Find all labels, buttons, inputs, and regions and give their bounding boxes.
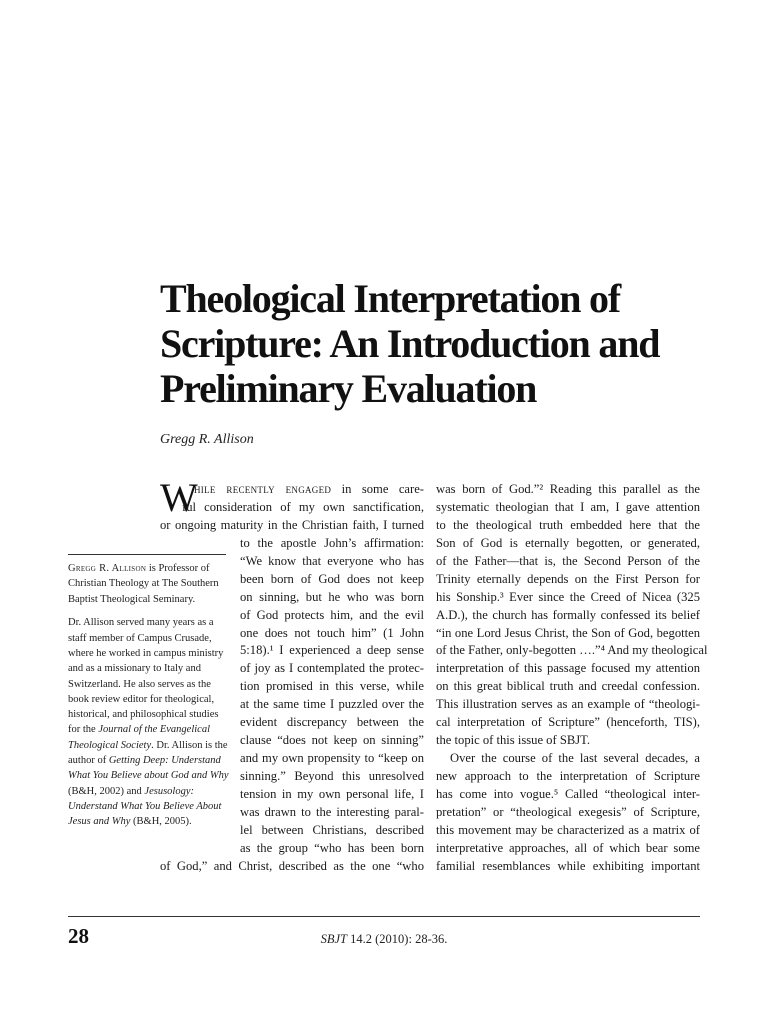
title-line: Preliminary Evaluation	[160, 366, 537, 411]
body-line: or ongoing maturity in the Christian faith, I turned	[160, 517, 424, 532]
bio-text: (B&H, 2005).	[130, 816, 192, 828]
page-number: 28	[68, 924, 89, 948]
body-line: A.D.), the church has formally confessed its belief	[436, 607, 700, 622]
bio-text: is Professor of Christian Theology at The Southern Baptist Theological Seminary.	[68, 563, 219, 605]
body-line: pretation” or “theological exegesis” of Scripture,	[436, 804, 700, 819]
bio-book-title: Jesusology: Understand What You Believe About Jesus and Why	[68, 785, 222, 828]
body-line: was born of God.”² Reading this parallel as the	[436, 482, 700, 496]
journal-abbr: SBJT	[320, 932, 348, 946]
body-line: lel between Christians, described	[240, 822, 424, 837]
body-line: of joy as I contemplated the protec-	[240, 661, 424, 676]
journal-citation	[0, 932, 768, 947]
body-line: of the Father—that is, the Second Person of the	[436, 553, 700, 568]
body-column-left	[160, 481, 424, 876]
citation-text: 14.2 (2010): 28-36.	[347, 932, 448, 946]
body-line: cal interpretation of Scripture” (henceforth, TIS),	[436, 715, 700, 730]
body-line: familial resemblances while exhibiting important	[436, 858, 700, 873]
drop-cap: W	[160, 475, 198, 520]
author-byline: Gregg R. Allison	[160, 432, 254, 447]
body-line: at the same time I puzzled over the	[240, 697, 424, 712]
body-line: of God,” and Christ, described as the one “who	[160, 858, 424, 873]
body-line: evident discrepancy between the	[240, 715, 424, 730]
body-line: on sinning, but he who was born	[240, 589, 424, 604]
body-column-right	[436, 481, 708, 876]
body-line: Son of God is eternally begotten, or generated,	[436, 535, 700, 550]
body-line: of God protects him, and the evil	[240, 607, 424, 622]
body-line: to the apostle John’s affirmation:	[240, 535, 424, 550]
body-line: “in one Lord Jesus Christ, the Son of God, begotten	[436, 625, 700, 640]
body-line: 5:18).¹ I experienced a deep sense	[240, 643, 424, 658]
body-line: was drawn to the interesting paral-	[240, 804, 424, 819]
body-line: systematic theologian that I am, I gave attention	[436, 499, 700, 514]
body-line: his Sonship.³ Ever since the Creed of Nicea (325	[436, 589, 700, 604]
body-line: interpretative approaches, all of which bear some	[436, 840, 700, 855]
body-line: been born of God does not keep	[240, 571, 424, 586]
body-line: to the theological truth embedded here that the	[436, 517, 700, 532]
body-line: this movement may be characterized as a matrix of	[436, 822, 700, 837]
body-line: one does not touch him” (1 John	[240, 625, 424, 640]
body-text: in some care-	[331, 482, 424, 496]
body-line: sinning.” Beyond this unresolved	[240, 769, 424, 783]
body-line: as the group “who has been born	[240, 840, 424, 855]
bio-journal-title: Journal of the Evangelical Theological Society	[68, 724, 211, 751]
footer-divider	[68, 916, 700, 917]
body-line: tension in my own personal life, I	[240, 786, 424, 801]
body-line: and my own propensity to “keep on	[240, 751, 424, 766]
title-line: Scripture: An Introduction and	[160, 321, 660, 366]
body-line: ful consideration of my own sanctification,	[182, 499, 424, 514]
body-line: of the Father, only-begotten ….”⁴ And my theological	[436, 643, 708, 658]
bio-author-name: Gregg R. Allison	[68, 563, 147, 574]
bio-book-title: Getting Deep: Understand What You Believe about God and Why	[68, 755, 229, 782]
body-line: on this great biblical truth and creedal confession.	[436, 679, 700, 694]
title-line: Theological Interpretation of	[160, 276, 620, 321]
article-title	[160, 276, 720, 411]
body-line: new approach to the interpretation of Scripture	[436, 769, 700, 783]
bio-text: Dr. Allison served many years as a staff member of Campus Crusade, where he worked in campus ministry and as a missionary to Italy and Switzerland. He also serves as the book review editor for theological, historical, and philosophical studies for the	[68, 617, 224, 736]
body-line: Over the course of the last several decades, a	[450, 751, 700, 766]
bio-text: . Dr. Allison is the author of	[68, 739, 228, 767]
body-line: tion promised in this verse, while	[240, 679, 424, 694]
body-line: the topic of this issue of SBJT.	[436, 733, 591, 748]
body-line: Trinity eternally depends on the First Person for	[436, 571, 700, 586]
small-caps-lead: hile recently engaged	[194, 482, 332, 496]
bio-text: (B&H, 2002) and	[68, 785, 145, 797]
body-line: “We know that everyone who has	[240, 553, 424, 568]
body-line: has come into vogue.⁵ Called “theological inter-	[436, 786, 700, 801]
body-line: interpretation of this passage focused my attention	[436, 661, 700, 676]
body-line	[160, 481, 424, 499]
body-line: clause “does not keep on sinning”	[240, 733, 424, 748]
body-line: This illustration serves as an example of “theologi-	[436, 697, 700, 712]
